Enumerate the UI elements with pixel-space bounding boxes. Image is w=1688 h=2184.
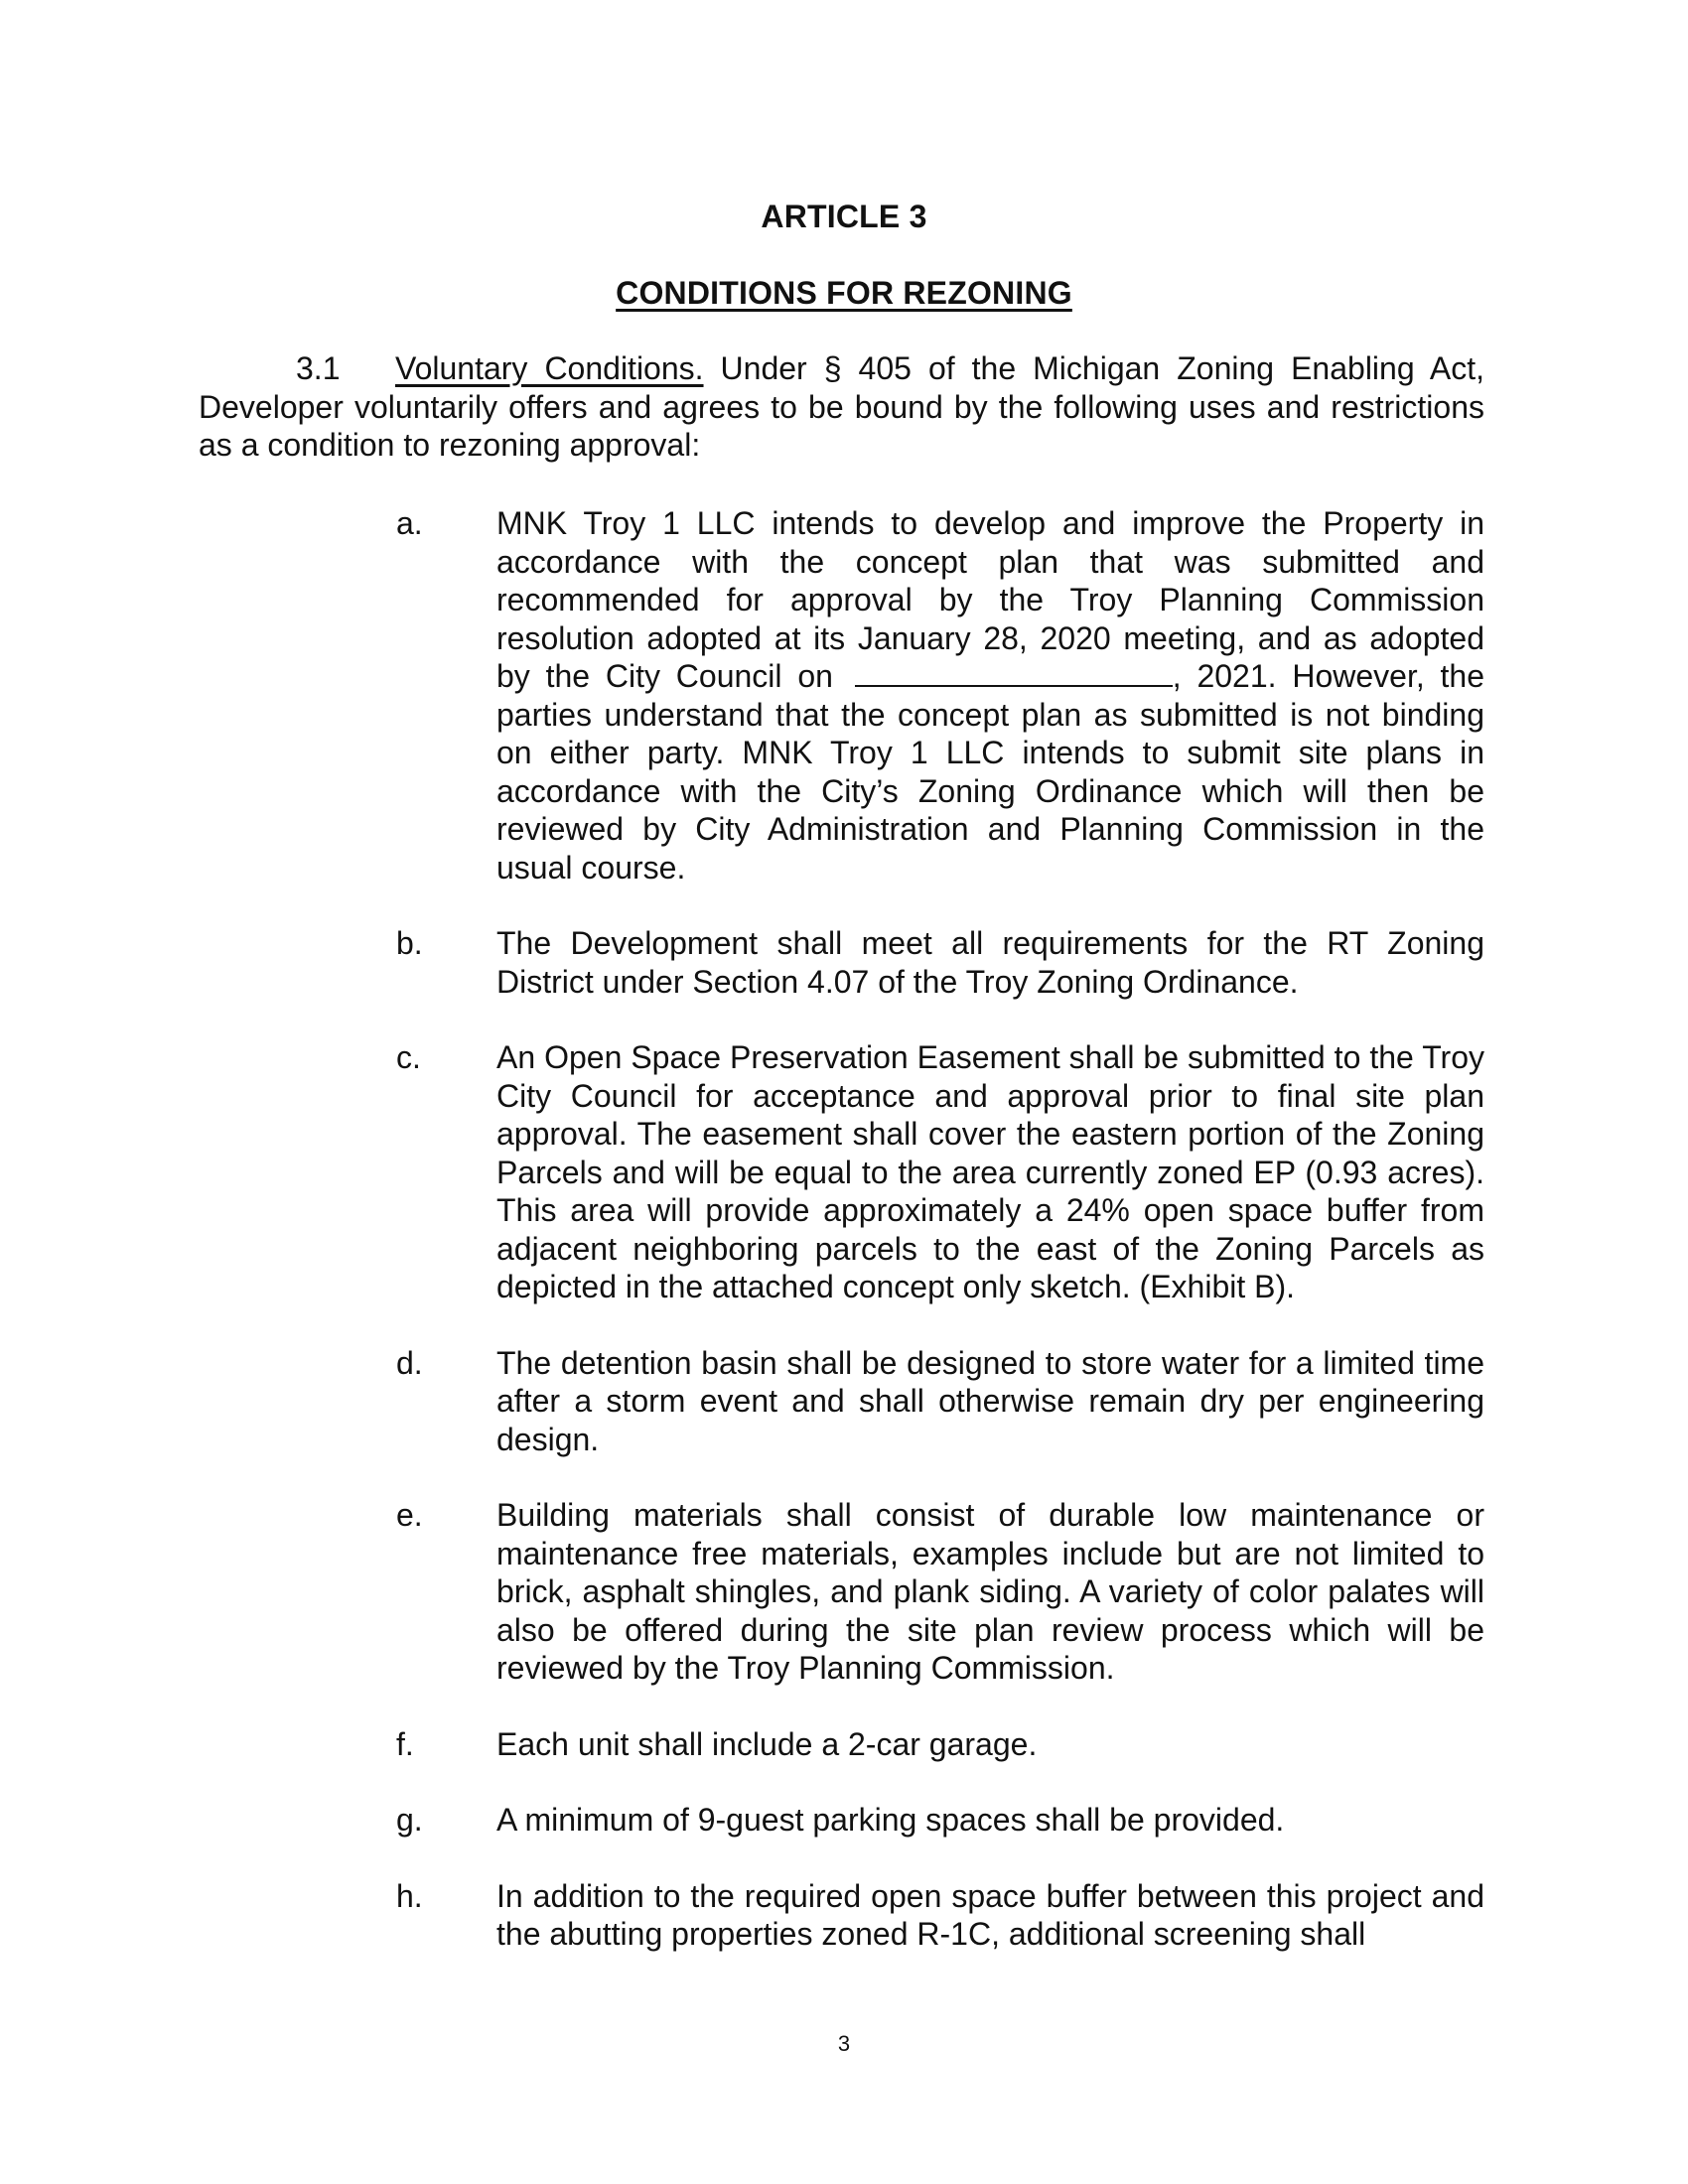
list-item-text [496, 504, 1484, 887]
list-item-text: In addition to the required open space buffer between this project and the abutting properties zoned R-1C, additional screening shall [496, 1877, 1484, 1952]
list-item-text: The detention basin shall be designed to store water for a limited time after a storm event and shall otherwise remain dry per engineering design. [496, 1344, 1484, 1457]
article-title: ARTICLE 3 [761, 199, 927, 234]
list-item-letter: f. [396, 1725, 414, 1762]
list-item-letter: h. [396, 1877, 423, 1914]
conditions-list [0, 504, 1688, 1991]
list-item-text: Each unit shall include a 2-car garage. [496, 1725, 1038, 1762]
list-item-letter: b. [396, 925, 423, 961]
list-item-letter: e. [396, 1497, 423, 1533]
list-item-letter: a. [396, 505, 423, 541]
list-item-e [0, 1496, 1688, 1688]
section-paragraph [199, 349, 1484, 465]
list-item-text: Building materials shall consist of durable low maintenance or maintenance free materials, examples include but are not limited to brick, asphalt shingles, and plank siding. A variety of color palates will also be offered during the site plan review process which will be reviewed by the Troy Planning Commission. [496, 1497, 1484, 1686]
section-heading: Voluntary Conditions. [395, 350, 704, 386]
list-item-h [0, 1877, 1688, 1954]
section-number: 3.1 [296, 350, 341, 386]
list-item-text: A minimum of 9-guest parking spaces shall be provided. [496, 1802, 1285, 1838]
list-item-text: The Development shall meet all requirements for the RT Zoning District under Section 4.07 of the Troy Zoning Ordinance. [496, 925, 1484, 1000]
list-item-text-after-blank: , 2021. However, the parties understand that the concept plan as submitted is not binding on either party. MNK Troy 1 LLC intends to submit site plans in accordance with the City’s Zoning Ordinance which will then be reviewed by City Administration and Planning Commission in the usual course. [496, 658, 1485, 886]
section-text: Under § 405 of the Michigan Zoning Enabling Act, Developer voluntarily offers and agrees to be bound by the following uses and restrictions as a condition to rezoning approval: [199, 350, 1484, 463]
list-item-letter: c. [396, 1039, 421, 1075]
list-item-letter: g. [396, 1802, 423, 1838]
list-item-b [0, 924, 1688, 1001]
article-heading: CONDITIONS FOR REZONING [616, 275, 1072, 311]
list-item-text-before-blank: MNK Troy 1 LLC intends to develop and improve the Property in accordance with the concept plan that was submitted and recommended for approval by the Troy Planning Commission resolution adopted at its January 28, 2020 meeting, and as adopted by the City Council on [496, 505, 1484, 694]
signature-date-blank [855, 657, 1173, 687]
list-item-d [0, 1344, 1688, 1459]
list-item-g [0, 1801, 1688, 1840]
list-item-text: An Open Space Preservation Easement shall be submitted to the Troy City Council for acceptance and approval prior to final site plan approval. The easement shall cover the eastern portion of the Zoning Parcels and will be equal to the area currently zoned EP (0.93 acres). This area will provide approximately a 24% open space buffer from adjacent neighboring parcels to the east of the Zoning Parcels as depicted in the attached concept only sketch. (Exhibit B). [496, 1039, 1484, 1304]
list-item-c [0, 1038, 1688, 1306]
list-item-f [0, 1725, 1688, 1764]
list-item-letter: d. [396, 1344, 423, 1381]
page-number: 3 [837, 2031, 851, 2056]
list-item-a [0, 504, 1688, 887]
